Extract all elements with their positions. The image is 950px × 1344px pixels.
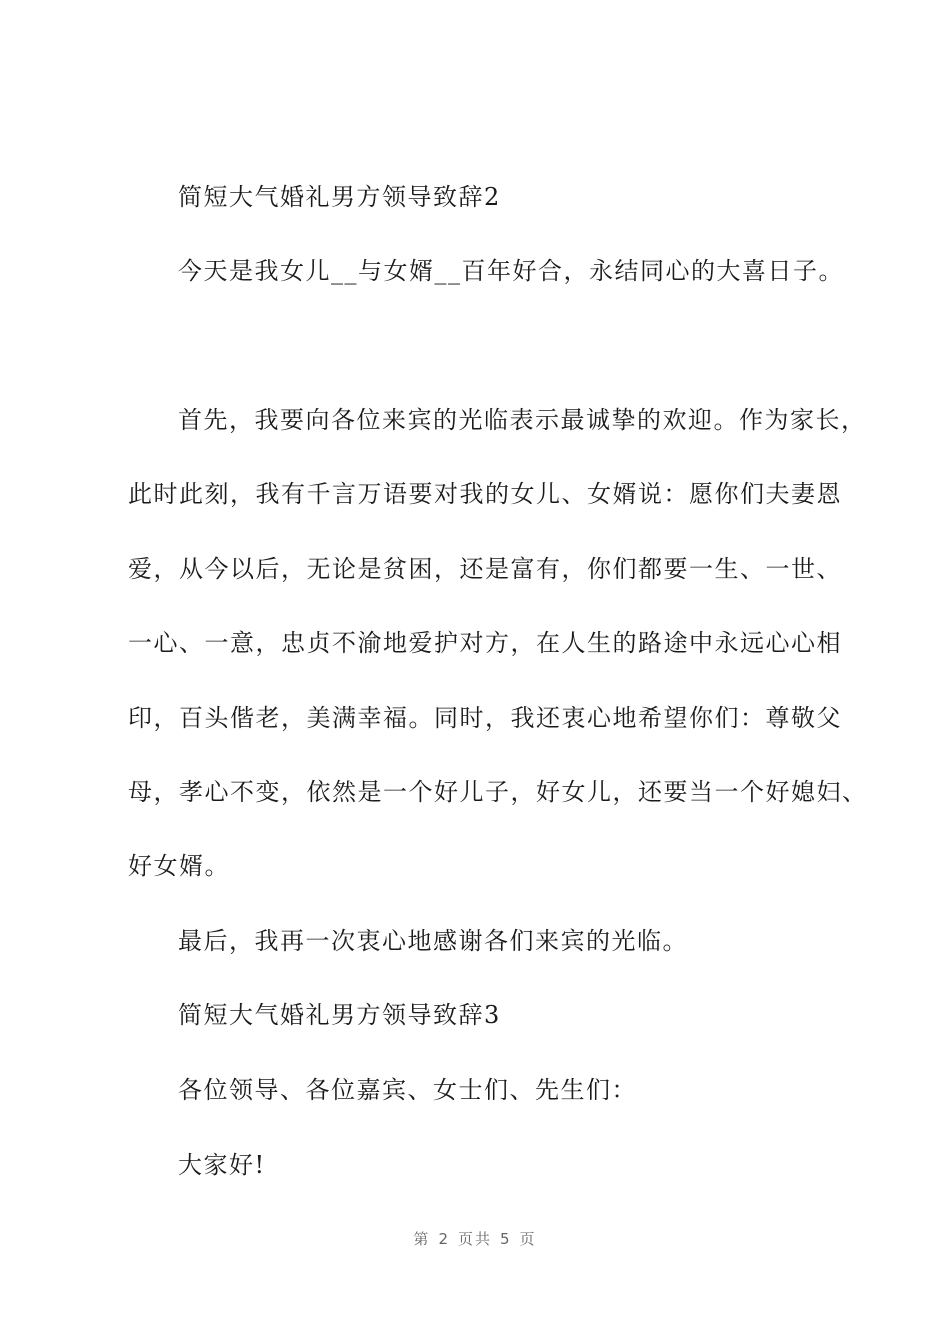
paragraph-line: 印，百头偕老，美满幸福。同时，我还衷心地希望你们：尊敬父: [128, 704, 842, 732]
footer-prefix: 第: [413, 1230, 431, 1248]
section-heading-2: 简短大气婚礼男方领导致辞2: [178, 183, 501, 211]
paragraph-line: 首先，我要向各位来宾的光临表示最诚挚的欢迎。作为家长，: [178, 406, 867, 434]
paragraph-line: 爱，从今以后，无论是贫困，还是富有，你们都要一生、一世、: [128, 555, 842, 583]
footer-total-pages: 5: [500, 1230, 512, 1248]
paragraph-line: 一心、一意，忠贞不渝地爱护对方，在人生的路途中永远心心相: [128, 629, 842, 657]
paragraph-line: 母，孝心不变，依然是一个好儿子，好女儿，还要当一个好媳妇、: [128, 778, 868, 806]
intro-line: 今天是我女儿__与女婿__百年好合，永结同心的大喜日子。: [178, 257, 844, 285]
greeting-line: 大家好!: [178, 1151, 266, 1179]
paragraph-line: 好女婿。: [128, 852, 230, 880]
page-footer: [0, 1228, 950, 1249]
salutation-line: 各位领导、各位嘉宾、女士们、先生们：: [178, 1076, 637, 1104]
footer-page-number: 2: [438, 1230, 450, 1248]
footer-middle: 页共: [457, 1230, 492, 1248]
closing-line: 最后，我再一次衷心地感谢各们来宾的光临。: [178, 927, 688, 955]
paragraph-line: 此时此刻，我有千言万语要对我的女儿、女婿说：愿你们夫妻恩: [128, 480, 842, 508]
section-heading-3: 简短大气婚礼男方领导致辞3: [178, 1001, 501, 1029]
footer-suffix: 页: [519, 1230, 537, 1248]
